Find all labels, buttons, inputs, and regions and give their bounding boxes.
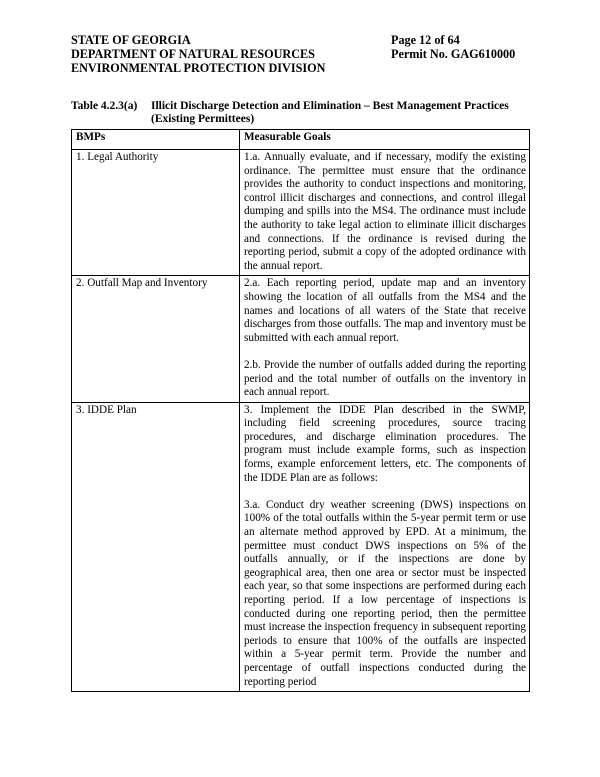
goal-2a: 2.a. Each reporting period, update map and an inventory showing the location of all outfalls from the MS4 and the names and locations of all waters of the State that receive discharges from those outfalls. The map and inventory must be submitted with each annual report. [244, 277, 526, 344]
goals-cell [240, 402, 530, 691]
goal-3: 3. Implement the IDDE Plan described in the SWMP, including field screening procedures, source tracing procedures, and discharge elimination procedures. The program must include example forms, such as inspection forms, example enforcement letters, etc. The components of the IDDE Plan are as follows: [244, 403, 526, 484]
bmp-idde-plan: 3. IDDE Plan [72, 402, 240, 691]
bmp-table [71, 129, 530, 692]
bmp-outfall-map: 2. Outfall Map and Inventory [72, 276, 240, 402]
header-department: DEPARTMENT OF NATURAL RESOURCES [71, 47, 315, 61]
table-subtitle: (Existing Permittees) [151, 113, 255, 125]
page-header [71, 33, 531, 75]
goals-cell [240, 150, 530, 276]
table-header-row [72, 130, 530, 150]
table-number: Table 4.2.3(a) [71, 100, 138, 112]
table-caption [71, 100, 541, 126]
header-page-number: Page 12 of 64 [391, 33, 460, 47]
column-header-measurable-goals: Measurable Goals [240, 130, 530, 150]
table-row [72, 402, 530, 691]
column-header-bmps: BMPs [72, 130, 240, 150]
goal-3a: 3.a. Conduct dry weather screening (DWS) inspections on 100% of the total outfalls within the 5-year permit term or use an alternate method approved by EPD. At a minimum, the permittee must conduct DWS inspections on 5% of the outfalls annually, or if the inspections are done by geographical area, then one area or sector must be inspected each year, so that some inspections are performed during each reporting period. If a low percentage of inspections is conducted during one reporting period, then the permittee must increase the inspection frequency in subsequent reporting periods to ensure that 100% of the outfalls are inspected within a 5-year permit term. Provide the number and percentage of outfall inspections conducted during the reporting period [244, 498, 526, 688]
table-row [72, 150, 530, 276]
header-division: ENVIRONMENTAL PROTECTION DIVISION [71, 61, 326, 75]
bmp-legal-authority: 1. Legal Authority [72, 150, 240, 276]
goal-2b: 2.b. Provide the number of outfalls added during the reporting period and the total number of outfalls on the inventory in each annual report. [244, 358, 526, 399]
goals-cell [240, 276, 530, 402]
goal-1a: 1.a. Annually evaluate, and if necessary, modify the existing ordinance. The permittee must ensure that the ordinance provides the authority to conduct inspections and monitoring, control illicit discharges and connections, and control illegal dumping and spills into the MS4. The ordinance must include the authority to take legal action to eliminate illicit discharges and connections. If the ordinance is revised during the reporting period, submit a copy of the adopted ordinance with the annual report. [244, 151, 526, 272]
header-permit-number: Permit No. GAG610000 [391, 47, 516, 61]
header-state: STATE OF GEORGIA [71, 33, 191, 47]
table-row [72, 276, 530, 402]
table-title: Illicit Discharge Detection and Elimination – Best Management Practices [151, 100, 509, 112]
